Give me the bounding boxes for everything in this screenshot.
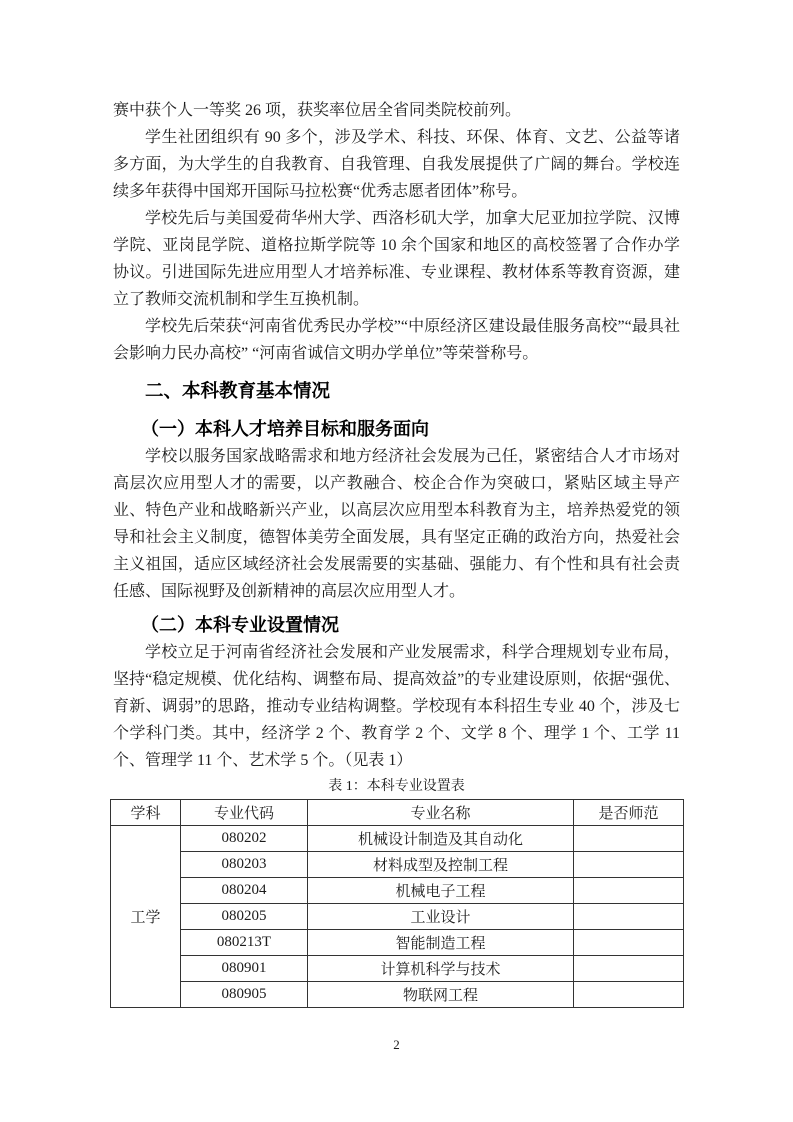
section-heading-basic-situation: 二、本科教育基本情况 (145, 380, 331, 401)
normal-flag-cell (574, 930, 684, 956)
major-code-cell: 080901 (181, 956, 308, 982)
major-name-cell: 物联网工程 (308, 982, 574, 1008)
normal-flag-cell (574, 878, 684, 904)
paragraph-major-setup: 学校立足于河南省经济社会发展和产业发展需求，科学合理规划专业布局，坚持“稳定规模、优化结构、调整布局、提高效益”的专业建设原则，依据“强优、育新、调弱”的思路，推动专业结构调整。学校现有本科招生专业 40 个，涉及七个学科门类。其中，经济学 2 个、教育学 2 个、文学 8 个、理学 1 个、工学 11 个、管理学 11 个、艺术学 5 个。（见表 1） (113, 644, 680, 769)
majors-table (110, 799, 684, 1008)
col-header-discipline: 学科 (111, 800, 181, 826)
major-name-cell: 工业设计 (308, 904, 574, 930)
major-code-cell: 080202 (181, 826, 308, 852)
table-row (111, 826, 684, 852)
paragraph-talent-goals: 学校以服务国家战略需求和地方经济社会发展为己任，紧密结合人才市场对高层次应用型人才的需要，以产教融合、校企合作为突破口，紧贴区域主导产业、特色产业和战略新兴产业，以高层次应用型本科教育为主，培养热爱党的领导和社会主义制度，德智体美劳全面发展，具有坚定正确的政治方向，热爱社会主义祖国，适应区域经济社会发展需要的实基础、强能力、有个性和具有社会责任感、国际视野及创新精神的高层次应用型人才。 (113, 448, 680, 600)
major-name-cell: 材料成型及控制工程 (308, 852, 574, 878)
table-row (111, 878, 684, 904)
col-header-name: 专业名称 (308, 800, 574, 826)
major-code-cell: 080203 (181, 852, 308, 878)
discipline-cell: 工学 (111, 826, 181, 1008)
major-code-cell: 080213T (181, 930, 308, 956)
paragraph-awards: 赛中获个人一等奖 26 项，获奖率位居全省同类院校前列。 (113, 102, 522, 119)
normal-flag-cell (574, 904, 684, 930)
page-number: 2 (393, 1037, 400, 1052)
normal-flag-cell (574, 982, 684, 1008)
normal-flag-cell (574, 852, 684, 878)
table-row (111, 930, 684, 956)
major-name-cell: 机械电子工程 (308, 878, 574, 904)
table-row (111, 904, 684, 930)
major-code-cell: 080205 (181, 904, 308, 930)
major-name-cell: 智能制造工程 (308, 930, 574, 956)
major-code-cell: 080905 (181, 982, 308, 1008)
col-header-normal: 是否师范 (574, 800, 684, 826)
major-name-cell: 计算机科学与技术 (308, 956, 574, 982)
major-code-cell: 080204 (181, 878, 308, 904)
paragraph-honors: 学校先后荣获“河南省优秀民办学校”“中原经济区建设最佳服务高校”“最具社会影响力民办高校” “河南省诚信文明办学单位”等荣誉称号。 (113, 318, 680, 362)
table-caption: 表 1：本科专业设置表 (328, 779, 465, 794)
major-name-cell: 机械设计制造及其自动化 (308, 826, 574, 852)
subsection-heading-talent-goals: （一）本科人才培养目标和服务面向 (141, 419, 429, 439)
paragraph-international-cooperation: 学校先后与美国爱荷华州大学、西洛杉矶大学，加拿大尼亚加拉学院、汉博学院、亚岗昆学院、道格拉斯学院等 10 余个国家和地区的高校签署了合作办学协议。引进国际先进应用型人才培养标准、专业课程、教材体系等教育资源，建立了教师交流机制和学生互换机制。 (113, 210, 680, 308)
page-content (113, 97, 680, 1008)
normal-flag-cell (574, 826, 684, 852)
table-header-row (111, 800, 684, 826)
table-row (111, 956, 684, 982)
col-header-code: 专业代码 (181, 800, 308, 826)
table-row (111, 982, 684, 1008)
table-row (111, 852, 684, 878)
subsection-heading-major-setup: （二）本科专业设置情况 (141, 615, 339, 635)
paragraph-student-clubs: 学生社团组织有 90 多个，涉及学术、科技、环保、体育、文艺、公益等诸多方面，为大学生的自我教育、自我管理、自我发展提供了广阔的舞台。学校连续多年获得中国郑开国际马拉松赛“优秀志愿者团体”称号。 (113, 129, 680, 200)
normal-flag-cell (574, 956, 684, 982)
